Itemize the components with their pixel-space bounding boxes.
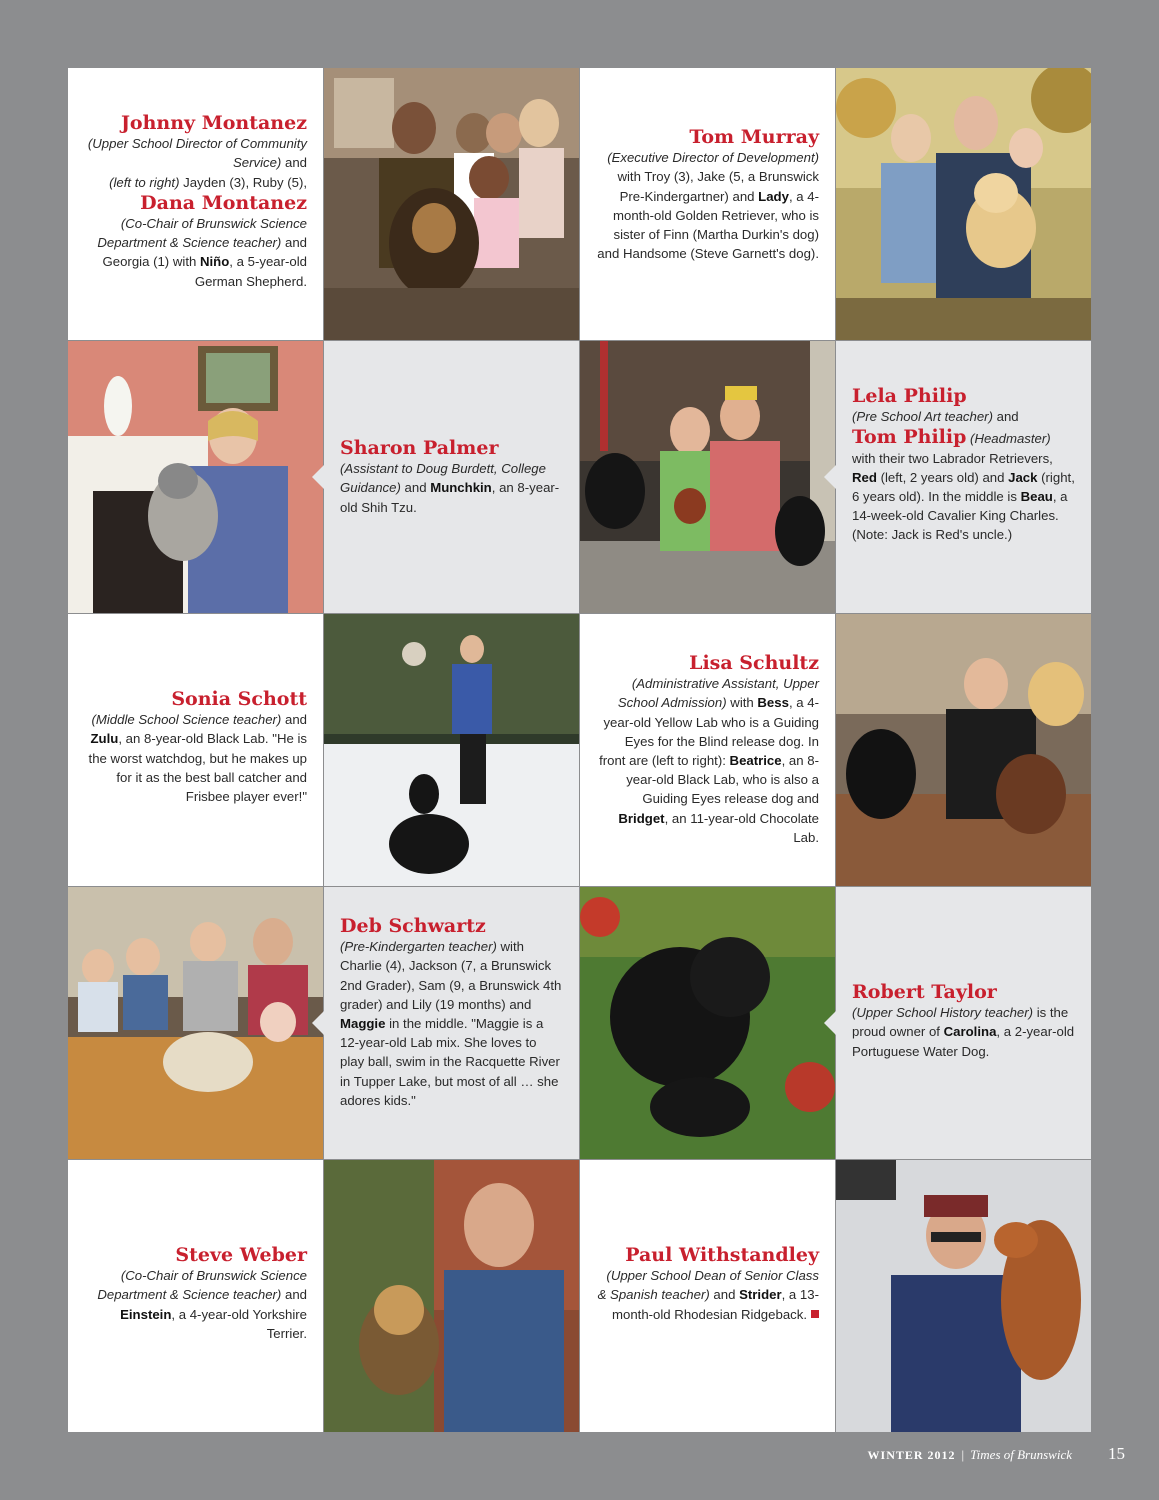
photo-montanez-family xyxy=(324,68,579,340)
photo-taylor xyxy=(580,887,835,1159)
name-steve-weber: Steve Weber xyxy=(175,1244,307,1266)
end-mark-icon xyxy=(811,1310,819,1318)
photo-philip xyxy=(580,341,835,613)
name-lela-philip: Lela Philip xyxy=(852,385,967,407)
text-schultz: Lisa Schultz (Administrative Assistant, Upper School Admission) with Bess, a 4-year-old Yellow Lab who is a Guiding Eyes for the Blind release dog. In front are (left to right): Beatrice, an 8-year-old Black Lab, who is also a Guiding Eyes release dog and Bridget, an 11-year-old Chocolate Lab. xyxy=(580,614,835,886)
page-footer xyxy=(868,1444,1125,1468)
text-murray: Tom Murray (Executive Director of Development) with Troy (3), Jake (5, a Brunswick Pre-Kindergartner) and Lady, a 4-month-old Golden Retriever, who is sister of Finn (Martha Durkin's dog) and Handsome (Steve Garnett's dog). xyxy=(580,68,835,340)
text-schwartz: Deb Schwartz (Pre-Kindergarten teacher) with Charlie (4), Jackson (7, a Brunswick 2nd Grader), Sam (9, a Brunswick 4th grader) and Lily (19 months) and Maggie in the middle. "Maggie is a 12-year-old Lab mix. She loves to play ball, swim in the Racquette River in Tupper Lake, but most of all … she adores kids." xyxy=(324,887,579,1159)
name-sonia-schott: Sonia Schott xyxy=(171,688,307,710)
page-number: 15 xyxy=(1108,1444,1125,1463)
name-tom-murray: Tom Murray xyxy=(689,126,819,148)
name-paul-withstandley: Paul Withstandley xyxy=(625,1244,819,1266)
text-withstandley: Paul Withstandley (Upper School Dean of Senior Class & Spanish teacher) and Strider, a 13-month-old Rhodesian Ridgeback. xyxy=(580,1160,835,1432)
text-philip: Lela Philip (Pre School Art teacher) and Tom Philip (Headmaster) with their two Labrador Retrievers, Red (left, 2 years old) and Jack (right, 6 years old). In the middle is Beau, a 14-week-old Cavalier King Charles. (Note: Jack is Red's uncle.) xyxy=(836,341,1091,613)
name-tom-philip: Tom Philip xyxy=(852,426,967,449)
name-deb-schwartz: Deb Schwartz xyxy=(340,915,486,937)
text-weber: Steve Weber (Co-Chair of Brunswick Science Department & Science teacher) and Einstein, a 4-year-old Yorkshire Terrier. xyxy=(68,1160,323,1432)
text-schott: Sonia Schott (Middle School Science teacher) and Zulu, an 8-year-old Black Lab. "He is the worst watchdog, but he makes up for it as the best ball catcher and Frisbee player ever!" xyxy=(68,614,323,886)
photo-schultz xyxy=(836,614,1091,886)
name-robert-taylor: Robert Taylor xyxy=(852,981,997,1003)
magazine-name: Times of Brunswick xyxy=(970,1447,1072,1462)
photo-grid xyxy=(68,68,1091,1432)
photo-schwartz xyxy=(68,887,323,1159)
photo-schott xyxy=(324,614,579,886)
text-montanez: Johnny Montanez (Upper School Director of Community Service) and (left to right) Jayden (3), Ruby (5), Dana Montanez (Co-Chair of Brunswick Science Department & Science teacher) and Georgia (1) with Niño, a 5-year-old German Shepherd. xyxy=(68,68,323,340)
photo-murray-family xyxy=(836,68,1091,340)
footer-separator: | xyxy=(961,1447,965,1462)
name-lisa-schultz: Lisa Schultz xyxy=(689,652,819,674)
text-palmer: Sharon Palmer (Assistant to Doug Burdett, College Guidance) and Munchkin, an 8-year-old Shih Tzu. xyxy=(324,341,579,613)
name-johnny-montanez: Johnny Montanez xyxy=(120,112,307,134)
name-sharon-palmer: Sharon Palmer xyxy=(340,437,499,459)
issue-season: WINTER 2012 xyxy=(867,1448,956,1462)
photo-withstandley xyxy=(836,1160,1091,1432)
name-dana-montanez: Dana Montanez xyxy=(140,191,307,214)
photo-palmer xyxy=(68,341,323,613)
photo-weber xyxy=(324,1160,579,1432)
text-taylor: Robert Taylor (Upper School History teacher) is the proud owner of Carolina, a 2-year-old Portuguese Water Dog. xyxy=(836,887,1091,1159)
